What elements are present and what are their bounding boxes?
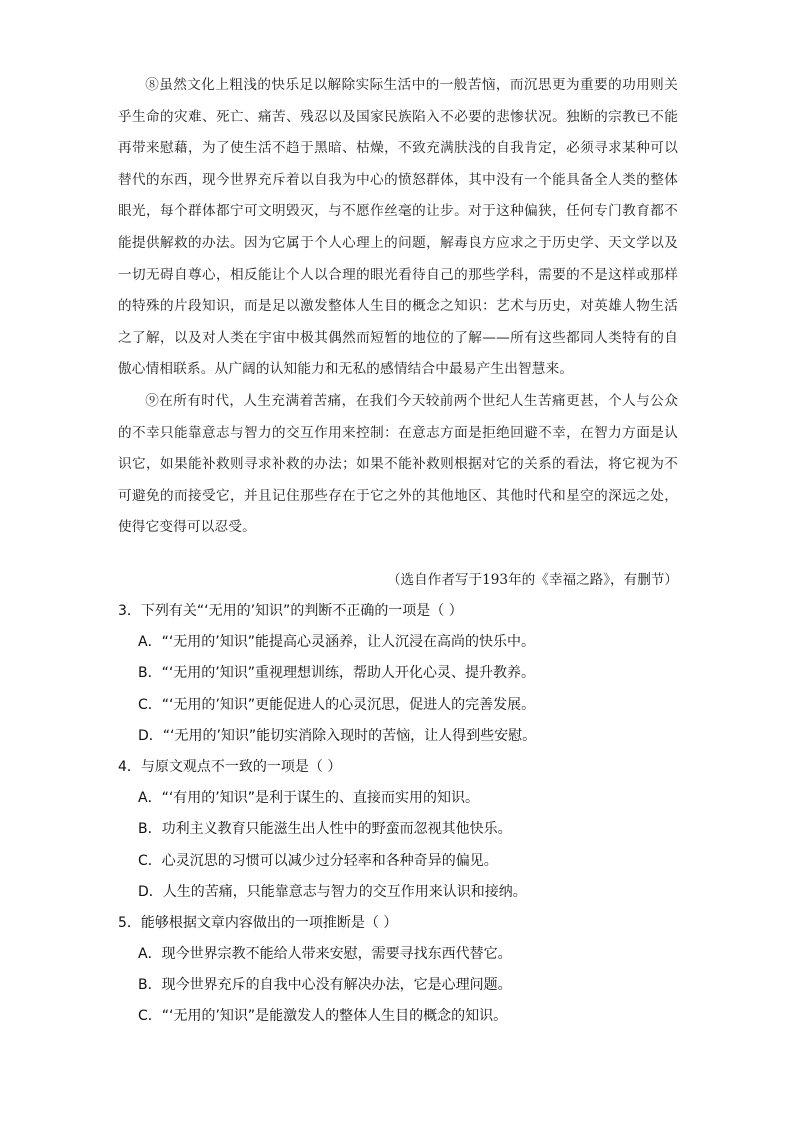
option-a: A．现今世界宗教不能给人带来安慰，需要寻找东西代替它。 [138, 946, 512, 963]
paragraph-8: ⑧虽然文化上粗浅的快乐足以解除实际生活中的一般苦恼，而沉思更为重要的功用则关乎生命的灾难、死亡、痛苦、残忍以及国家民族陷入不必要的悲惨状况。独断的宗教已不能再带来慰藉，为了使生活不趋于黑暗、枯燥，不致充满肤浅的自我肯定，必须寻求某种可以替代的东西，现今世界充斥着以自我为中心的愤怒群体，其中没有一个能具备全人类的整体眼光，每个群体都宁可文明毁灭，与不愿作丝毫的让步。对于这种偏狭，任何专门教育都不能提供解救的办法。因为它属于个人心理上的问题，解毒良方应求之于历史学、天文学以及一切无碍自尊心，相反能让个人以合理的眼光看待自己的那些学科，需要的不是这样或那样的特殊的片段知识，而是足以激发整体人生目的概念之知识：艺术与历史，对英雄人物生活之了解，以及对人类在宇宙中极其偶然而短暂的地位的了解——所有这些都同人类特有的自傲心情相联系。从广阔的认知能力和无私的感情结合中最易产生出智慧来。 [118, 77, 678, 378]
option-a: A．“‘无用的’知识”能提高心灵涵养，让人沉浸在高尚的快乐中。 [138, 634, 535, 651]
option-a: A．“‘有用的’知识”是利于谋生的、直接而实用的知识。 [138, 790, 479, 807]
question-4 [118, 752, 698, 908]
option-b: B．功利主义教育只能滋生出人性中的野蛮而忽视其他快乐。 [138, 821, 512, 838]
question-stem: 4．与原文观点不一致的一项是（ ） [118, 758, 342, 775]
question-5 [118, 908, 698, 1033]
option-b: B．现今世界充斥的自我中心没有解决办法，它是心理问题。 [138, 977, 512, 994]
question-3 [118, 596, 698, 752]
option-d: D．人生的苦痛，只能靠意志与智力的交互作用来认识和接纳。 [138, 883, 527, 900]
paragraph-9: ⑨在所有时代，人生充满着苦痛，在我们今天较前两个世纪人生苦痛更甚，个人与公众的不幸只能靠意志与智力的交互作用来控制：在意志方面是拒绝回避不幸，在智力方面是认识它，如果能补救则寻求补救的办法；如果不能补救则根据对它的关系的看法，将它视为不可避免的而接受它，并且记住那些存在于它之外的其他地区、其他时代和星空的深远之处，使得它变得可以忍受。 [118, 392, 678, 536]
option-c: C．“‘无用的’知识”是能激发人的整体人生目的概念的知识。 [138, 1008, 508, 1025]
passage [118, 70, 678, 544]
question-stem: 3．下列有关“‘无用的’知识”的判断不正确的一项是（ ） [118, 603, 463, 619]
option-d: D．“‘无用的’知识”能切实消除入现时的苦恼，让人得到些安慰。 [138, 727, 537, 744]
question-stem: 5．能够根据文章内容做出的一项推断是（ ） [118, 914, 398, 931]
option-c: C．“‘无用的’知识”更能促进人的心灵沉思，促进人的完善发展。 [138, 696, 536, 713]
source-citation: （选自作者写于193年的《幸福之路》，有删节） [386, 572, 678, 588]
option-c: C．心灵沉思的习惯可以减少过分轻率和各种奇异的偏见。 [138, 852, 498, 869]
option-b: B．“‘无用的’知识”重视理想训练，帮助人开化心灵、提升教养。 [138, 665, 536, 682]
questions [118, 596, 698, 1033]
